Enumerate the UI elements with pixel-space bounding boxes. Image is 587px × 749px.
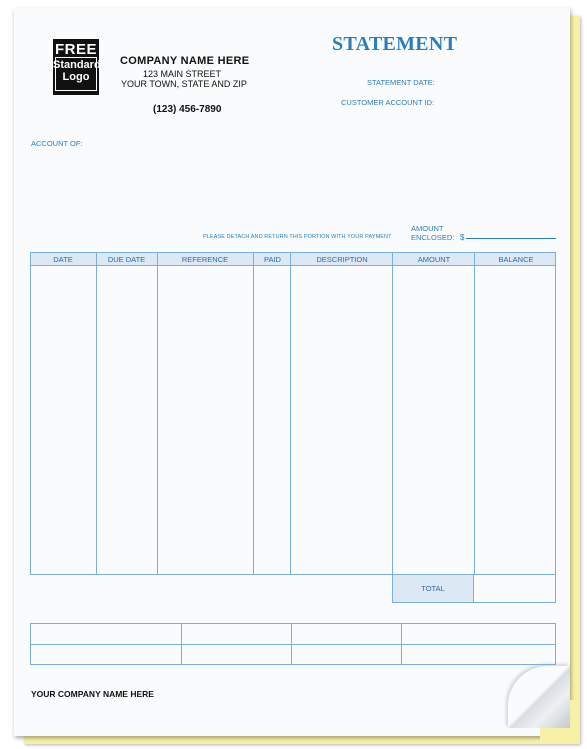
column-divider (392, 253, 393, 574)
amount-enclosed-field[interactable] (466, 238, 556, 239)
statement-date-label: STATEMENT DATE: (367, 78, 435, 87)
column-divider (401, 624, 402, 664)
remittance-grid (30, 623, 556, 665)
column-divider (474, 253, 475, 574)
column-divider (290, 253, 291, 574)
footer-company-name: YOUR COMPANY NAME HERE (31, 689, 154, 699)
column-header-description: DESCRIPTION (316, 255, 368, 264)
customer-account-id-label: CUSTOMER ACCOUNT ID: (341, 98, 435, 107)
column-divider (96, 253, 97, 574)
document-title: STATEMENT (332, 33, 458, 55)
company-address-line-1: 123 MAIN STREET (143, 69, 222, 79)
total-value-field[interactable] (473, 575, 556, 603)
column-divider (157, 253, 158, 574)
column-header-reference: REFERENCE (181, 255, 229, 264)
column-divider (253, 253, 254, 574)
account-of-label: ACCOUNT OF: (31, 139, 83, 148)
column-header-date: DATE (53, 255, 73, 264)
total-label: TOTAL (392, 575, 474, 603)
company-phone: (123) 456-7890 (153, 104, 222, 115)
amount-label: AMOUNT (411, 224, 444, 233)
logo-frame (53, 57, 101, 91)
currency-symbol: $ (460, 233, 465, 242)
column-header-due-date: DUE DATE (107, 255, 146, 264)
company-name: COMPANY NAME HERE (120, 55, 250, 67)
logo-line-2: Standard (53, 59, 101, 71)
company-address-line-2: YOUR TOWN, STATE AND ZIP (121, 79, 247, 89)
detach-note: PLEASE DETACH AND RETURN THIS PORTION WITH YOUR PAYMENT (203, 234, 392, 240)
logo-line-1: FREE (54, 41, 97, 58)
column-header-paid: PAID (264, 255, 281, 264)
column-header-amount: AMOUNT (417, 255, 451, 264)
column-divider (291, 624, 292, 664)
column-divider (181, 624, 182, 664)
column-header-balance: BALANCE (498, 255, 534, 264)
company-logo (53, 39, 99, 95)
logo-line-3: Logo (62, 71, 90, 83)
enclosed-label: ENCLOSED: (411, 233, 455, 242)
statement-table (30, 252, 556, 575)
row-divider (31, 644, 555, 645)
